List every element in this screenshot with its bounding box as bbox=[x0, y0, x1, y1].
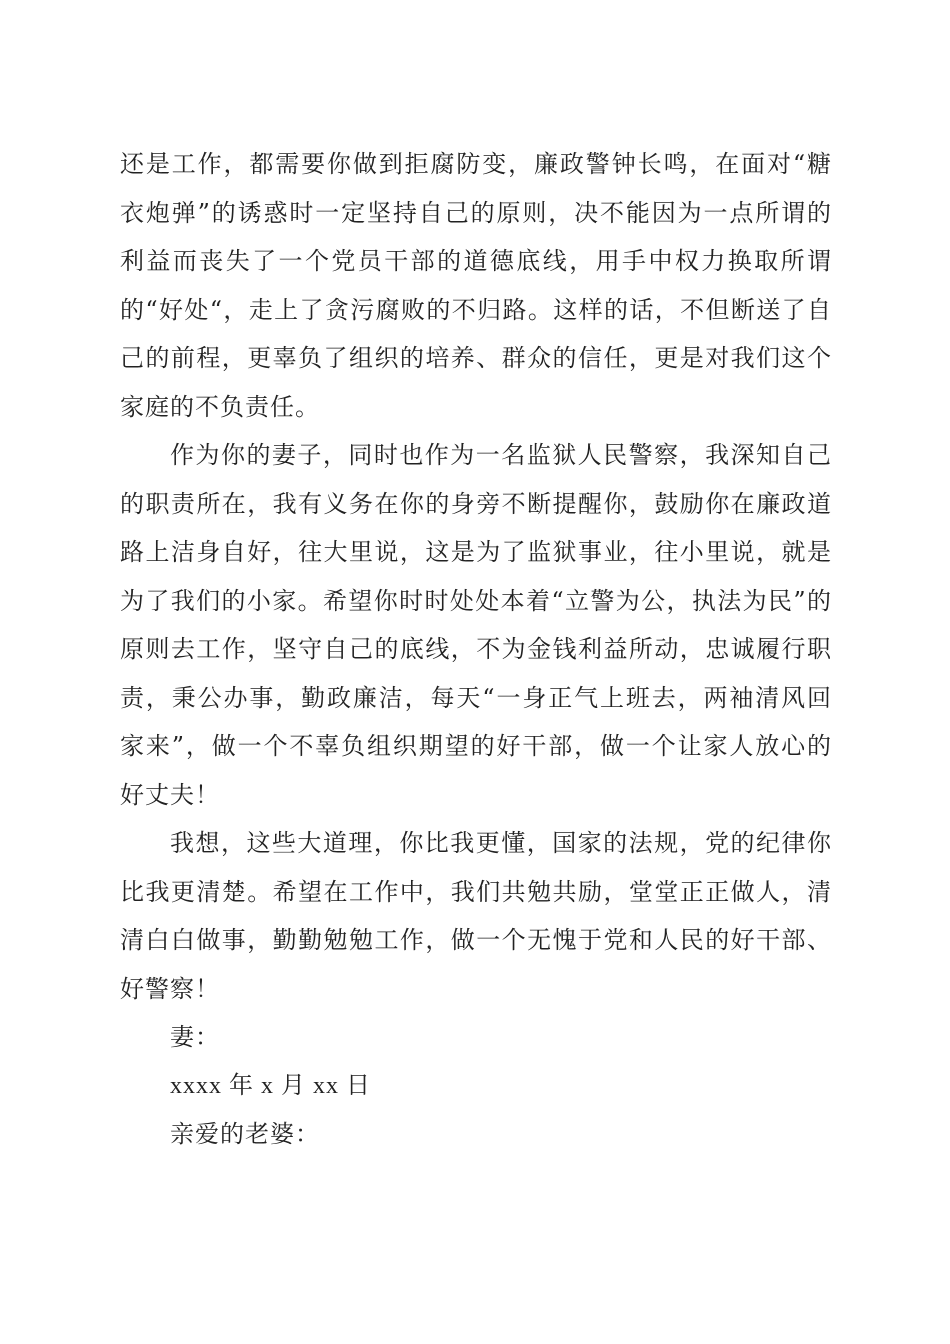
letter-body bbox=[120, 140, 832, 1159]
date-line: xxxx 年 x 月 xx 日 bbox=[170, 1072, 371, 1099]
paragraph-wife-duty: 作为你的妻子，同时也作为一名监狱人民警察，我深知自己的职责所在，我有义务在你的身旁不断提醒你，鼓励你在廉政道路上洁身自好，往大里说，这是为了监狱事业，往小里说，就是为了我们的小家。希望你时时处处本着“立警为公，执法为民”的原则去工作，坚守自己的底线，不为金钱利益所动，忠诚履行职责，秉公办事，勤政廉洁，每天“一身正气上班去，两袖清风回家来”，做一个不辜负组织期望的好干部，做一个让家人放心的好丈夫！ bbox=[120, 441, 832, 809]
paragraph-closing: 我想，这些大道理，你比我更懂，国家的法规，党的纪律你比我更清楚。希望在工作中，我们共勉共励，堂堂正正做人，清清白白做事，勤勤勉勉工作，做一个无愧于党和人民的好干部、好警察！ bbox=[120, 829, 832, 1003]
paragraph-continuation: 还是工作，都需要你做到拒腐防变，廉政警钟长鸣，在面对“糖衣炮弹”的诱惑时一定坚持自己的原则，决不能因为一点所谓的利益而丧失了一个党员干部的道德底线，用手中权力换取所谓的“好处“，走上了贪污腐败的不归路。这样的话，不但断送了自己的前程，更辜负了组织的培养、群众的信任，更是对我们这个家庭的不负责任。 bbox=[120, 150, 832, 421]
next-letter-salutation: 亲爱的老婆： bbox=[170, 1120, 320, 1148]
signature-line: 妻： bbox=[170, 1023, 220, 1051]
